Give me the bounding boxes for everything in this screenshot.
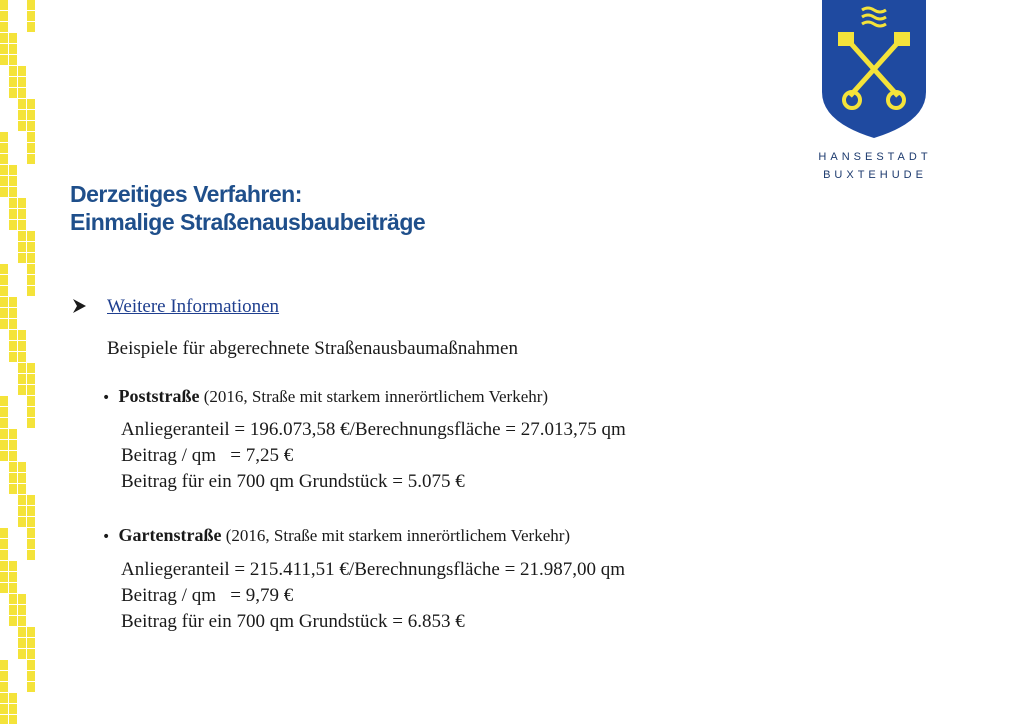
list-item-details [121,417,626,495]
page-title-line1: Derzeitiges Verfahren: [70,181,302,207]
city-name-line1: HANSESTADT [818,151,932,163]
street-note: (2016, Straße mit starkem innerörtlichem Verkehr) [225,526,571,545]
city-coat-of-arms-logo [818,0,930,140]
street-name: Gartenstraße [118,525,222,545]
detail-line: Beitrag für ein 700 qm Grundstück = 5.075 € [121,471,465,492]
section-heading: Weitere Informationen [107,296,280,317]
bullet-icon: • [102,390,111,406]
page-title [70,180,425,236]
checker-border-decoration [0,0,40,724]
bullet-icon: • [102,529,111,545]
detail-line: Beitrag / qm = 7,25 € [121,445,294,466]
city-name [800,148,950,184]
city-name-line2: BUXTEHUDE [823,169,927,181]
street-name: Poststraße [118,386,200,406]
detail-line: Beitrag / qm = 9,79 € [121,585,294,606]
section-intro: Beispiele für abgerechnete Straßenausbaumaßnahmen [107,338,518,359]
detail-line: Anliegeranteil = 196.073,58 €/Berechnungsfläche = 27.013,75 qm [121,419,626,440]
arrow-bullet-icon [70,296,90,316]
list-item-head [102,386,548,407]
detail-line: Anliegeranteil = 215.411,51 €/Berechnungsfläche = 21.987,00 qm [121,559,626,580]
street-note: (2016, Straße mit starkem innerörtlichem Verkehr) [203,387,549,406]
list-item-details [121,557,625,635]
list-item-head [102,525,570,546]
page-title-line2: Einmalige Straßenausbaubeiträge [70,209,426,235]
detail-line: Beitrag für ein 700 qm Grundstück = 6.853 € [121,611,465,632]
